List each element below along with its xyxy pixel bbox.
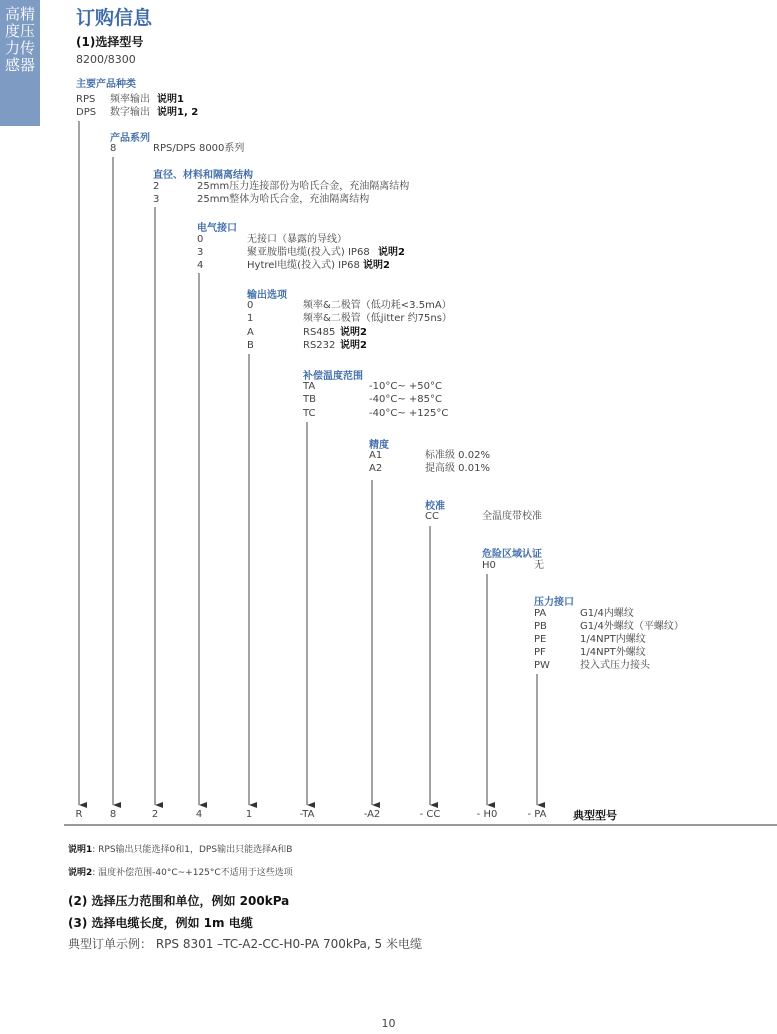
section-heading-hazard: 危险区域认证 (482, 549, 542, 560)
option-note: 说明1, 2 (157, 107, 199, 118)
option-code: PB (534, 621, 547, 632)
option-desc: 频率&二极管（低功耗<3.5mA） (303, 300, 452, 311)
option-desc: 全温度带校准 (482, 511, 542, 522)
option-note: 说明2 (363, 260, 390, 271)
option-desc: G1/4外螺纹（平螺纹） (580, 621, 684, 632)
option-code: CC (425, 511, 439, 522)
option-desc: G1/4内螺纹 (580, 608, 634, 619)
order-example: 典型订单示例： RPS 8301 –TC-A2-CC-H0-PA 700kPa, 5 米电缆 (68, 937, 422, 951)
option-desc: -10°C~ +50°C (369, 381, 442, 392)
option-code: 0 (247, 300, 254, 311)
footnote-text: : RPS输出只能选择0和1，DPS输出只能选择A和B (92, 845, 293, 855)
option-desc: 投入式压力接头 (580, 660, 650, 671)
section-heading-output: 输出选项 (247, 290, 287, 301)
option-code: 1 (247, 313, 254, 324)
model-number: 8200/8300 (76, 53, 136, 66)
model-part: 8 (109, 809, 117, 820)
option-code: PE (534, 634, 547, 645)
step3-label: (3) 选择电缆长度，例如 1m 电缆 (68, 916, 253, 930)
option-code: 3 (197, 247, 204, 258)
option-desc: 聚亚胺脂电缆(投入式) IP68 (247, 247, 370, 258)
option-note: 说明1 (157, 94, 184, 105)
option-note: 说明2 (378, 247, 405, 258)
model-part: 4 (195, 809, 203, 820)
footnote-label: 说明1 (68, 845, 93, 855)
section-heading-electrical: 电气接口 (197, 223, 237, 234)
option-code: PA (534, 608, 547, 619)
option-desc: Hytrel电缆(投入式) IP68 (247, 260, 360, 271)
model-part: R (75, 809, 83, 820)
footnote-1 (68, 842, 292, 855)
option-code: B (247, 340, 254, 351)
section-heading-temperature: 补偿温度范围 (303, 371, 363, 382)
option-code: TB (303, 394, 316, 405)
option-desc: 提高级 0.01% (425, 463, 490, 474)
option-desc: 数字输出 (110, 107, 150, 118)
option-code: RPS (76, 94, 96, 105)
section-heading-series: 产品系列 (110, 133, 150, 144)
option-code: 8 (110, 143, 117, 154)
option-code: H0 (482, 560, 496, 571)
option-code: DPS (76, 107, 97, 118)
option-code: PW (534, 660, 550, 671)
section-heading-accuracy: 精度 (369, 440, 389, 451)
section-heading-calibration: 校准 (425, 501, 445, 512)
page-title: 订购信息 (76, 7, 153, 29)
option-desc: 频率&二极管（低jitter 约75ns） (303, 313, 452, 324)
option-code: A2 (369, 463, 383, 474)
model-part: - PA (527, 809, 547, 820)
section-heading-pressure-port: 压力接口 (534, 597, 574, 608)
option-code: TA (303, 381, 316, 392)
step1-label: (1)选择型号 (76, 35, 144, 49)
model-part: -A2 (363, 809, 381, 820)
footnote-text: : 温度补偿范围-40°C~+125°C不适用于这些选项 (92, 868, 293, 878)
option-code: 2 (153, 181, 160, 192)
option-code: 3 (153, 194, 160, 205)
page-number: 10 (381, 1017, 396, 1030)
option-desc: -40°C~ +85°C (369, 394, 442, 405)
model-part: - H0 (476, 809, 498, 820)
model-part: 1 (245, 809, 253, 820)
option-code: PF (534, 647, 546, 658)
section-heading-structure: 直径、材料和隔离结构 (153, 170, 253, 181)
option-note: 说明2 (340, 340, 367, 351)
option-desc: 标准级 0.02% (425, 450, 490, 461)
model-part: 2 (151, 809, 159, 820)
option-code: TC (303, 408, 316, 419)
step2-label: (2) 选择压力范围和单位，例如 200kPa (68, 894, 290, 908)
model-part: - CC (419, 809, 441, 820)
section-heading-product-type: 主要产品种类 (76, 79, 136, 90)
option-code: A1 (369, 450, 383, 461)
option-desc: 1/4NPT内螺纹 (580, 634, 646, 645)
option-code: A (247, 327, 254, 338)
option-desc: 频率输出 (110, 94, 150, 105)
option-desc: 25mm整体为哈氏合金，充油隔离结构 (197, 194, 370, 205)
option-code: 4 (197, 260, 204, 271)
sidebar-label: 高精度压力传感器 (4, 5, 35, 74)
option-desc: RPS/DPS 8000系列 (153, 143, 245, 154)
option-desc: -40°C~ +125°C (369, 408, 449, 419)
footnote-2 (68, 865, 293, 878)
option-desc: RS232 (303, 340, 336, 351)
model-part: -TA (299, 809, 315, 820)
typical-model-label: 典型型号 (573, 809, 617, 822)
option-desc: 无 (534, 560, 544, 571)
option-note: 说明2 (340, 327, 367, 338)
option-code: 0 (197, 234, 204, 245)
option-desc: RS485 (303, 327, 336, 338)
option-desc: 无接口（暴露的导线） (247, 234, 347, 245)
footnote-label: 说明2 (68, 868, 93, 878)
option-desc: 1/4NPT外螺纹 (580, 647, 646, 658)
option-desc: 25mm压力连接部份为哈氏合金，充油隔离结构 (197, 181, 410, 192)
